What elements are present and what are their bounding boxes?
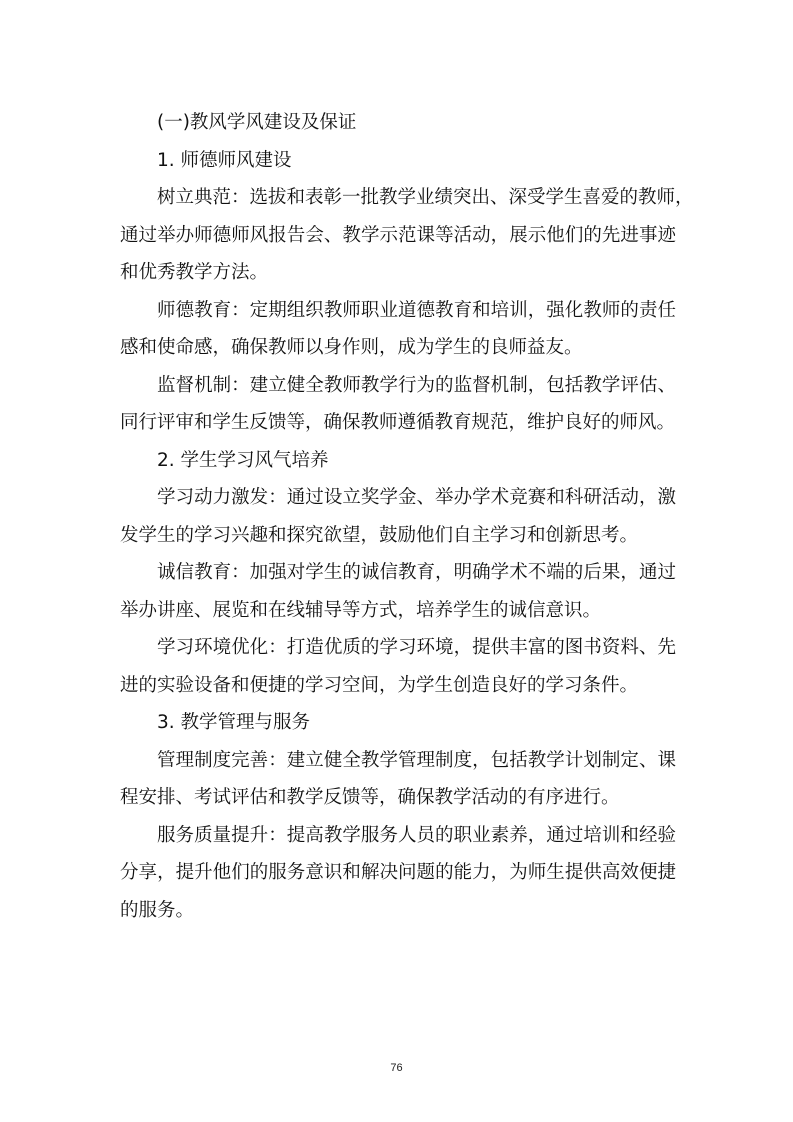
subsection-heading-1: 1. 师德师风建设	[157, 149, 292, 171]
paragraph-line: 诚信教育：加强对学生的诚信教育，明确学术不端的后果，通过	[157, 562, 676, 583]
paragraph-line: 发学生的学习兴趣和探究欲望，鼓励他们自主学习和创新思考。	[120, 524, 639, 546]
paragraph-line: 举办讲座、展览和在线辅导等方式，培养学生的诚信意识。	[120, 599, 602, 621]
paragraph-line: 服务质量提升：提高教学服务人员的职业素养，通过培训和经验	[157, 824, 676, 846]
paragraph-line: 学习环境优化：打造优质的学习环境，提供丰富的图书资料、先	[157, 637, 676, 658]
paragraph-line: 同行评审和学生反馈等，确保教师遵循教育规范，维护良好的师风。	[120, 412, 676, 433]
paragraph-line: 和优秀教学方法。	[120, 262, 269, 283]
paragraph-line: 师德教育：定期组织教师职业道德教育和培训，强化教师的责任	[157, 299, 676, 321]
paragraph-line: 分享，提升他们的服务意识和解决问题的能力，为师生提供高效便捷	[120, 862, 676, 883]
paragraph-line: 进的实验设备和便捷的学习空间，为学生创造良好的学习条件。	[120, 674, 639, 696]
paragraph-line: 管理制度完善：建立健全教学管理制度，包括教学计划制定、课	[157, 749, 676, 771]
subsection-heading-2: 2. 学生学习风气培养	[157, 449, 329, 471]
paragraph-line: 学习动力激发：通过设立奖学金、举办学术竞赛和科研活动，激	[157, 487, 676, 508]
paragraph-line: 通过举办师德师风报告会、教学示范课等活动，展示他们的先进事迹	[120, 224, 676, 246]
paragraph-line: 树立典范：选拔和表彰一批教学业绩突出、深受学生喜爱的教师，	[157, 187, 694, 208]
document-body	[120, 104, 694, 929]
page-number: 76	[390, 1062, 403, 1074]
paragraph-line: 监督机制：建立健全教师教学行为的监督机制，包括教学评估、	[157, 374, 676, 396]
paragraph-line: 程安排、考试评估和教学反馈等，确保教学活动的有序进行。	[120, 787, 620, 808]
paragraph-line: 的服务。	[120, 899, 195, 921]
paragraph-line: 感和使命感，确保教师以身作则，成为学生的良师益友。	[120, 337, 583, 358]
subsection-heading-3: 3. 教学管理与服务	[157, 712, 311, 733]
section-heading: (一)教风学风建设及保证	[157, 112, 357, 133]
